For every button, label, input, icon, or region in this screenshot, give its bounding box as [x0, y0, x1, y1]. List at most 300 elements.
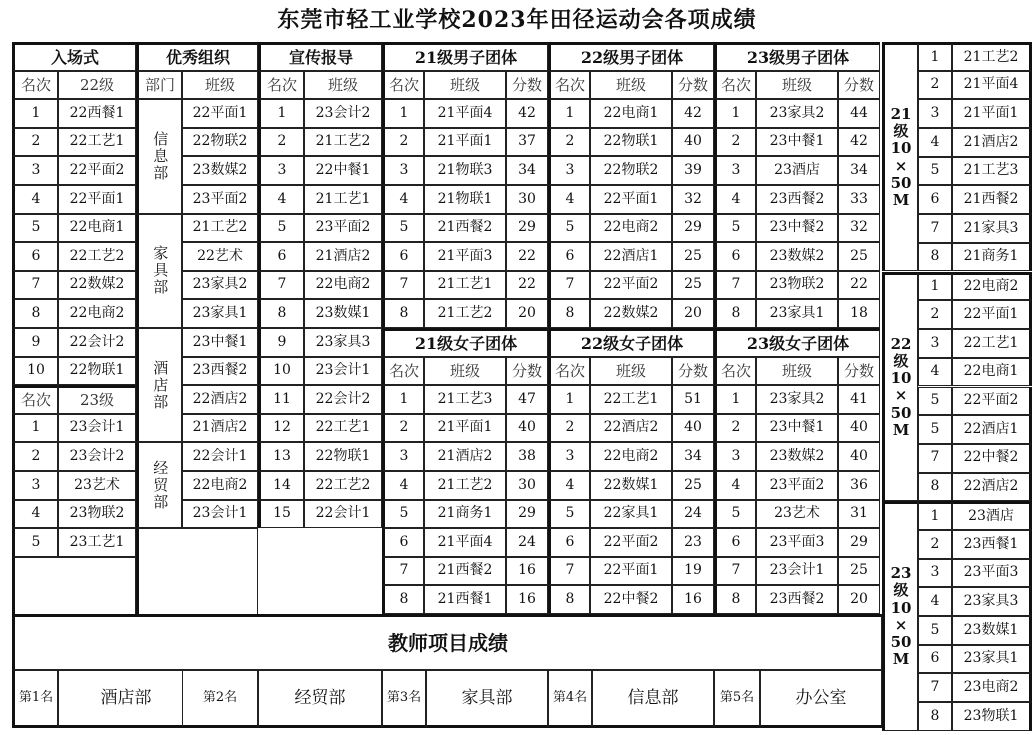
team_women-score: 25: [672, 471, 714, 500]
relay-class: 22电商1: [952, 358, 1032, 387]
relay-class: 22酒店1: [952, 415, 1032, 444]
entrance-22-rank: 10: [12, 357, 58, 386]
team_men-score: 20: [506, 299, 548, 328]
team_women-rank: 1: [382, 385, 424, 414]
publicity-class: 22会计2: [304, 385, 382, 414]
entrance-22-rank: 7: [12, 271, 58, 300]
publicity-class: 21工艺1: [304, 185, 382, 214]
excellent-class: 23数媒2: [182, 156, 258, 185]
entrance-23-rank: 2: [12, 442, 58, 471]
team_women-class: 21西餐2: [424, 557, 506, 586]
team_women-class-header: 班级: [590, 357, 672, 386]
team_men-class: 22电商2: [590, 214, 672, 243]
teacher-dept: 信息部: [592, 670, 714, 728]
teacher-title: 教师项目成绩: [12, 614, 882, 670]
team_women-rank: 1: [548, 385, 590, 414]
entrance-grade22-label: 22级: [58, 71, 136, 100]
team_men-class: 22数媒2: [590, 299, 672, 328]
team_women-header-2: 23级女子团体: [714, 328, 880, 357]
relay-label-part: 50: [890, 173, 912, 192]
team_women-class-header: 班级: [756, 357, 838, 386]
entrance-23-class: 23物联2: [58, 500, 136, 529]
relay-label-part: 23: [890, 564, 912, 583]
entrance-23-rank: 1: [12, 414, 58, 443]
publicity-class: 23会计2: [304, 99, 382, 128]
relay-class: 21西餐2: [952, 185, 1032, 214]
team_women-score: 34: [672, 442, 714, 471]
excellent-class: 21工艺2: [182, 214, 258, 243]
relay-label-part: 级: [893, 351, 909, 370]
publicity-rank: 8: [258, 299, 304, 328]
relay-label-part: ×: [894, 156, 908, 175]
relay-class: 23家具3: [952, 587, 1032, 616]
team_men-class: 21平面1: [424, 128, 506, 157]
team_men-rank-header: 名次: [714, 71, 756, 100]
publicity-class: 23数媒1: [304, 299, 382, 328]
team_men-header-2: 23级男子团体: [714, 42, 880, 71]
excellent-blank: [136, 528, 258, 625]
team_women-rank: 4: [548, 471, 590, 500]
team_men-score: 40: [672, 128, 714, 157]
team_women-rank: 2: [548, 414, 590, 443]
team_women-class: 23会计1: [756, 557, 838, 586]
team_women-score: 40: [838, 414, 880, 443]
entrance-23-rank: 4: [12, 500, 58, 529]
team_women-score: 16: [506, 557, 548, 586]
relay-class: 22酒店2: [952, 473, 1032, 502]
team_women-rank: 5: [714, 500, 756, 529]
excellent-dept-3: 经贸部: [136, 442, 182, 528]
team_men-rank: 5: [714, 214, 756, 243]
team_women-class: 22工艺1: [590, 385, 672, 414]
publicity-rank: 2: [258, 128, 304, 157]
relay-rank: 7: [918, 444, 952, 473]
relay-rank: 2: [918, 300, 952, 329]
entrance-22-class: 22工艺1: [58, 128, 136, 157]
team_men-rank: 5: [382, 214, 424, 243]
team_men-class: 21西餐2: [424, 214, 506, 243]
team_men-score: 42: [672, 99, 714, 128]
team_women-score: 40: [672, 414, 714, 443]
publicity-rank: 6: [258, 242, 304, 271]
team_women-rank: 6: [714, 528, 756, 557]
team_men-class: 21物联1: [424, 185, 506, 214]
entrance-23-class: 23艺术: [58, 471, 136, 500]
entrance-23-class: 23工艺1: [58, 528, 136, 557]
publicity-class: 22中餐1: [304, 156, 382, 185]
relay-class: 21平面1: [952, 99, 1032, 128]
team_men-score: 22: [838, 271, 880, 300]
team_men-score: 25: [672, 242, 714, 271]
team_women-score: 29: [506, 500, 548, 529]
team_women-class: 23平面3: [756, 528, 838, 557]
relay-label-part: M: [892, 420, 910, 439]
team_men-score: 20: [672, 299, 714, 328]
team_men-score: 32: [672, 185, 714, 214]
publicity-class-header: 班级: [304, 71, 382, 100]
team_women-score-header: 分数: [506, 357, 548, 386]
relay-rank: 2: [918, 71, 952, 100]
team_women-class: 23中餐1: [756, 414, 838, 443]
excellent-class: 22艺术: [182, 242, 258, 271]
team_women-score: 31: [838, 500, 880, 529]
relay-rank: 5: [918, 157, 952, 186]
relay-class: 23家具1: [952, 645, 1032, 674]
entrance-22-rank: 2: [12, 128, 58, 157]
team_men-class: 21物联3: [424, 156, 506, 185]
team_men-class: 22平面2: [590, 271, 672, 300]
team_women-class: 22平面1: [590, 557, 672, 586]
team_women-rank: 2: [714, 414, 756, 443]
team_women-score: 38: [506, 442, 548, 471]
relay-label-part: M: [892, 191, 910, 210]
team_men-rank: 3: [548, 156, 590, 185]
publicity-header: 宣传报导: [258, 42, 382, 71]
publicity-class: 22会计1: [304, 500, 382, 529]
team_men-rank: 1: [548, 99, 590, 128]
team_men-rank: 2: [382, 128, 424, 157]
team_men-score-header: 分数: [672, 71, 714, 100]
team_men-rank: 6: [548, 242, 590, 271]
team_men-class: 23中餐1: [756, 128, 838, 157]
team_men-class: 23酒店: [756, 156, 838, 185]
excellent-class-header: 班级: [182, 71, 258, 100]
team_women-rank: 1: [714, 385, 756, 414]
team_women-score: 25: [838, 557, 880, 586]
team_men-rank: 3: [714, 156, 756, 185]
teacher-rank: 第2名: [182, 670, 258, 728]
team_men-class: 21工艺2: [424, 299, 506, 328]
team_men-score: 42: [838, 128, 880, 157]
entrance-22-rank: 3: [12, 156, 58, 185]
relay-rank: 6: [918, 185, 952, 214]
team_men-score: 30: [506, 185, 548, 214]
excellent-class: 23家具2: [182, 271, 258, 300]
team_women-score: 24: [672, 500, 714, 529]
relay-class: 22电商2: [952, 272, 1032, 301]
team_women-class: 22电商2: [590, 442, 672, 471]
relay-class: 22平面1: [952, 300, 1032, 329]
entrance-22-rank: 9: [12, 328, 58, 357]
relay-rank: 8: [918, 702, 952, 731]
team_women-rank: 8: [714, 585, 756, 614]
excellent-class: 23中餐1: [182, 328, 258, 357]
team_women-rank: 6: [382, 528, 424, 557]
team_men-score: 44: [838, 99, 880, 128]
team_men-rank: 6: [714, 242, 756, 271]
team_women-rank: 3: [382, 442, 424, 471]
team_women-class: 21工艺2: [424, 471, 506, 500]
teacher-dept: 办公室: [760, 670, 882, 728]
relay-rank: 5: [918, 387, 952, 416]
publicity-class: 22电商2: [304, 271, 382, 300]
relay-class: 22中餐2: [952, 444, 1032, 473]
publicity-rank: 7: [258, 271, 304, 300]
relay-rank: 8: [918, 473, 952, 502]
publicity-class: 21酒店2: [304, 242, 382, 271]
team_women-class: 21平面4: [424, 528, 506, 557]
team_men-score: 39: [672, 156, 714, 185]
team_women-class: 23西餐2: [756, 585, 838, 614]
relay-class: 22工艺1: [952, 329, 1032, 358]
relay-label-2: [882, 501, 918, 730]
team_men-score: 29: [672, 214, 714, 243]
publicity-class: 21工艺2: [304, 128, 382, 157]
relay-rank: 3: [918, 99, 952, 128]
relay-label-part: 10: [890, 369, 912, 388]
team_women-class: 23平面2: [756, 471, 838, 500]
relay-class: 23电商2: [952, 673, 1032, 702]
relay-rank: 3: [918, 559, 952, 588]
publicity-class: 23家具3: [304, 328, 382, 357]
entrance-22-class: 22数媒2: [58, 271, 136, 300]
entrance-22-class: 22西餐1: [58, 99, 136, 128]
relay-label-part: 级: [893, 122, 909, 141]
team_women-header-1: 22级女子团体: [548, 328, 714, 357]
team_women-class: 23家具2: [756, 385, 838, 414]
team_men-rank: 4: [548, 185, 590, 214]
excellent-class: 22平面1: [182, 99, 258, 128]
team_men-class: 22物联2: [590, 156, 672, 185]
relay-label-part: ×: [894, 386, 908, 405]
excellent-dept-header: 部门: [136, 71, 182, 100]
page-title: 东莞市轻工业学校2023年田径运动会各项成绩: [277, 7, 757, 33]
team_women-score: 51: [672, 385, 714, 414]
team_women-score: 23: [672, 528, 714, 557]
team_men-header-1: 22级男子团体: [548, 42, 714, 71]
relay-rank: 1: [918, 501, 952, 530]
team_men-score: 29: [506, 214, 548, 243]
team_men-score: 25: [672, 271, 714, 300]
excellent-class: 21酒店2: [182, 414, 258, 443]
publicity-rank: 11: [258, 385, 304, 414]
relay-rank: 8: [918, 243, 952, 272]
team_women-score: 16: [506, 585, 548, 614]
team_men-class: 23数媒2: [756, 242, 838, 271]
relay-class: 21商务1: [952, 243, 1032, 272]
publicity-rank: 5: [258, 214, 304, 243]
relay-rank: 5: [918, 415, 952, 444]
team_women-rank: 2: [382, 414, 424, 443]
team_men-rank: 1: [382, 99, 424, 128]
relay-class: 23平面3: [952, 559, 1032, 588]
team_men-score: 42: [506, 99, 548, 128]
team_men-class-header: 班级: [590, 71, 672, 100]
entrance-rank-header: 名次: [12, 71, 58, 100]
team_men-rank: 7: [382, 271, 424, 300]
team_men-rank: 8: [714, 299, 756, 328]
teacher-dept: 家具部: [426, 670, 548, 728]
team_men-class: 22酒店1: [590, 242, 672, 271]
team_men-rank: 6: [382, 242, 424, 271]
relay-rank: 4: [918, 128, 952, 157]
team_men-rank: 2: [548, 128, 590, 157]
relay-class: 21工艺3: [952, 157, 1032, 186]
teacher-rank: 第5名: [714, 670, 760, 728]
team_women-rank: 7: [714, 557, 756, 586]
publicity-rank: 12: [258, 414, 304, 443]
team_women-class: 23艺术: [756, 500, 838, 529]
team_women-score: 47: [506, 385, 548, 414]
team_women-class: 22数媒1: [590, 471, 672, 500]
relay-label-part: M: [892, 650, 910, 669]
excellent-class: 22电商2: [182, 471, 258, 500]
team_men-score-header: 分数: [838, 71, 880, 100]
excellent-class: 23家具1: [182, 299, 258, 328]
team_men-rank: 4: [714, 185, 756, 214]
team_women-class: 21工艺3: [424, 385, 506, 414]
relay-rank: 7: [918, 673, 952, 702]
team_women-score: 40: [506, 414, 548, 443]
entrance-22-rank: 6: [12, 242, 58, 271]
excellent-dept-2: 酒店部: [136, 328, 182, 442]
entrance-22-class: 22工艺2: [58, 242, 136, 271]
team_women-class: 22家具1: [590, 500, 672, 529]
team_men-rank: 4: [382, 185, 424, 214]
relay-label-1: [882, 272, 918, 501]
entrance-23-class: 23会计2: [58, 442, 136, 471]
excellent-header: 优秀组织: [136, 42, 258, 71]
team_men-class: 21工艺1: [424, 271, 506, 300]
excellent-class: 22酒店2: [182, 385, 258, 414]
entrance-23-rank: 3: [12, 471, 58, 500]
team_men-class: 23西餐2: [756, 185, 838, 214]
team_men-rank: 2: [714, 128, 756, 157]
team_men-class: 22电商1: [590, 99, 672, 128]
entrance-23-class: 23会计1: [58, 414, 136, 443]
team_men-class-header: 班级: [424, 71, 506, 100]
team_women-score: 41: [838, 385, 880, 414]
entrance-grade23-label: 23级: [58, 385, 136, 414]
team_men-class: 23家具1: [756, 299, 838, 328]
publicity-rank: 15: [258, 500, 304, 529]
team_women-rank: 7: [548, 557, 590, 586]
relay-class: 23数媒1: [952, 616, 1032, 645]
team_women-class: 22平面2: [590, 528, 672, 557]
team_men-score: 34: [838, 156, 880, 185]
team_women-score: 30: [506, 471, 548, 500]
relay-rank: 4: [918, 358, 952, 387]
team_women-class: 21西餐1: [424, 585, 506, 614]
team_men-class: 23物联2: [756, 271, 838, 300]
relay-class: 23物联1: [952, 702, 1032, 731]
team_men-header-0: 21级男子团体: [382, 42, 548, 71]
publicity-class: 22工艺1: [304, 414, 382, 443]
publicity-class: 23会计1: [304, 357, 382, 386]
team_women-class: 21平面1: [424, 414, 506, 443]
entrance-22-rank: 4: [12, 185, 58, 214]
publicity-rank: 13: [258, 442, 304, 471]
team_women-rank-header: 名次: [382, 357, 424, 386]
team_women-rank: 3: [548, 442, 590, 471]
team_men-score: 25: [838, 242, 880, 271]
team_women-score: 16: [672, 585, 714, 614]
team_men-rank-header: 名次: [548, 71, 590, 100]
team_men-rank: 3: [382, 156, 424, 185]
team_women-class: 21酒店2: [424, 442, 506, 471]
relay-rank: 5: [918, 616, 952, 645]
publicity-class: 23平面2: [304, 214, 382, 243]
entrance-22-class: 22平面2: [58, 156, 136, 185]
team_women-rank: 5: [548, 500, 590, 529]
relay-label-0: [882, 42, 918, 271]
team_men-class: 23家具2: [756, 99, 838, 128]
team_men-class-header: 班级: [756, 71, 838, 100]
excellent-class: 22会计1: [182, 442, 258, 471]
team_men-rank: 5: [548, 214, 590, 243]
teacher-dept: 经贸部: [258, 670, 382, 728]
relay-rank: 2: [918, 530, 952, 559]
entrance-header: 入场式: [12, 42, 136, 71]
publicity-rank: 9: [258, 328, 304, 357]
team_women-rank: 4: [382, 471, 424, 500]
excellent-class: 22物联2: [182, 128, 258, 157]
team_women-rank: 8: [548, 585, 590, 614]
relay-class: 22平面2: [952, 387, 1032, 416]
excellent-class: 23会计1: [182, 500, 258, 529]
relay-label-part: 50: [890, 633, 912, 652]
excellent-class: 23平面2: [182, 185, 258, 214]
entrance-22-class: 22物联1: [58, 357, 136, 386]
team_women-score: 20: [838, 585, 880, 614]
excellent-dept-1: 家具部: [136, 214, 182, 328]
team_men-score: 34: [506, 156, 548, 185]
team_men-rank: 7: [548, 271, 590, 300]
publicity-class: 22工艺2: [304, 471, 382, 500]
entrance-22-class: 22会计2: [58, 328, 136, 357]
relay-class: 21酒店2: [952, 128, 1032, 157]
team_women-rank: 4: [714, 471, 756, 500]
relay-label-part: 级: [893, 581, 909, 600]
team_men-class: 21平面4: [424, 99, 506, 128]
entrance-rank-header-23: 名次: [12, 385, 58, 414]
team_women-rank: 8: [382, 585, 424, 614]
team_women-rank-header: 名次: [714, 357, 756, 386]
relay-label-part: 21: [890, 104, 912, 123]
team_men-score: 18: [838, 299, 880, 328]
teacher-rank: 第4名: [548, 670, 592, 728]
team_women-rank: 6: [548, 528, 590, 557]
relay-class: 21工艺2: [952, 42, 1032, 71]
relay-label-part: 22: [890, 334, 912, 353]
relay-label-part: 10: [890, 598, 912, 617]
team_women-rank-header: 名次: [548, 357, 590, 386]
team_men-rank: 8: [548, 299, 590, 328]
team_women-score: 24: [506, 528, 548, 557]
relay-rank: 3: [918, 329, 952, 358]
team_women-class: 22中餐2: [590, 585, 672, 614]
team_men-class: 22物联1: [590, 128, 672, 157]
relay-rank: 7: [918, 214, 952, 243]
team_men-rank-header: 名次: [382, 71, 424, 100]
team_women-score: 36: [838, 471, 880, 500]
team_women-score-header: 分数: [672, 357, 714, 386]
excellent-dept-0: 信息部: [136, 99, 182, 213]
entrance-22-class: 22平面1: [58, 185, 136, 214]
relay-class: 23酒店: [952, 501, 1032, 530]
publicity-rank: 4: [258, 185, 304, 214]
team_women-class: 22酒店2: [590, 414, 672, 443]
team_men-score: 33: [838, 185, 880, 214]
team_men-class: 22平面1: [590, 185, 672, 214]
relay-rank: 4: [918, 587, 952, 616]
team_men-score: 22: [506, 242, 548, 271]
entrance-22-class: 22电商1: [58, 214, 136, 243]
relay-class: 21平面4: [952, 71, 1032, 100]
team_men-rank: 8: [382, 299, 424, 328]
entrance-22-rank: 5: [12, 214, 58, 243]
team_women-rank: 5: [382, 500, 424, 529]
